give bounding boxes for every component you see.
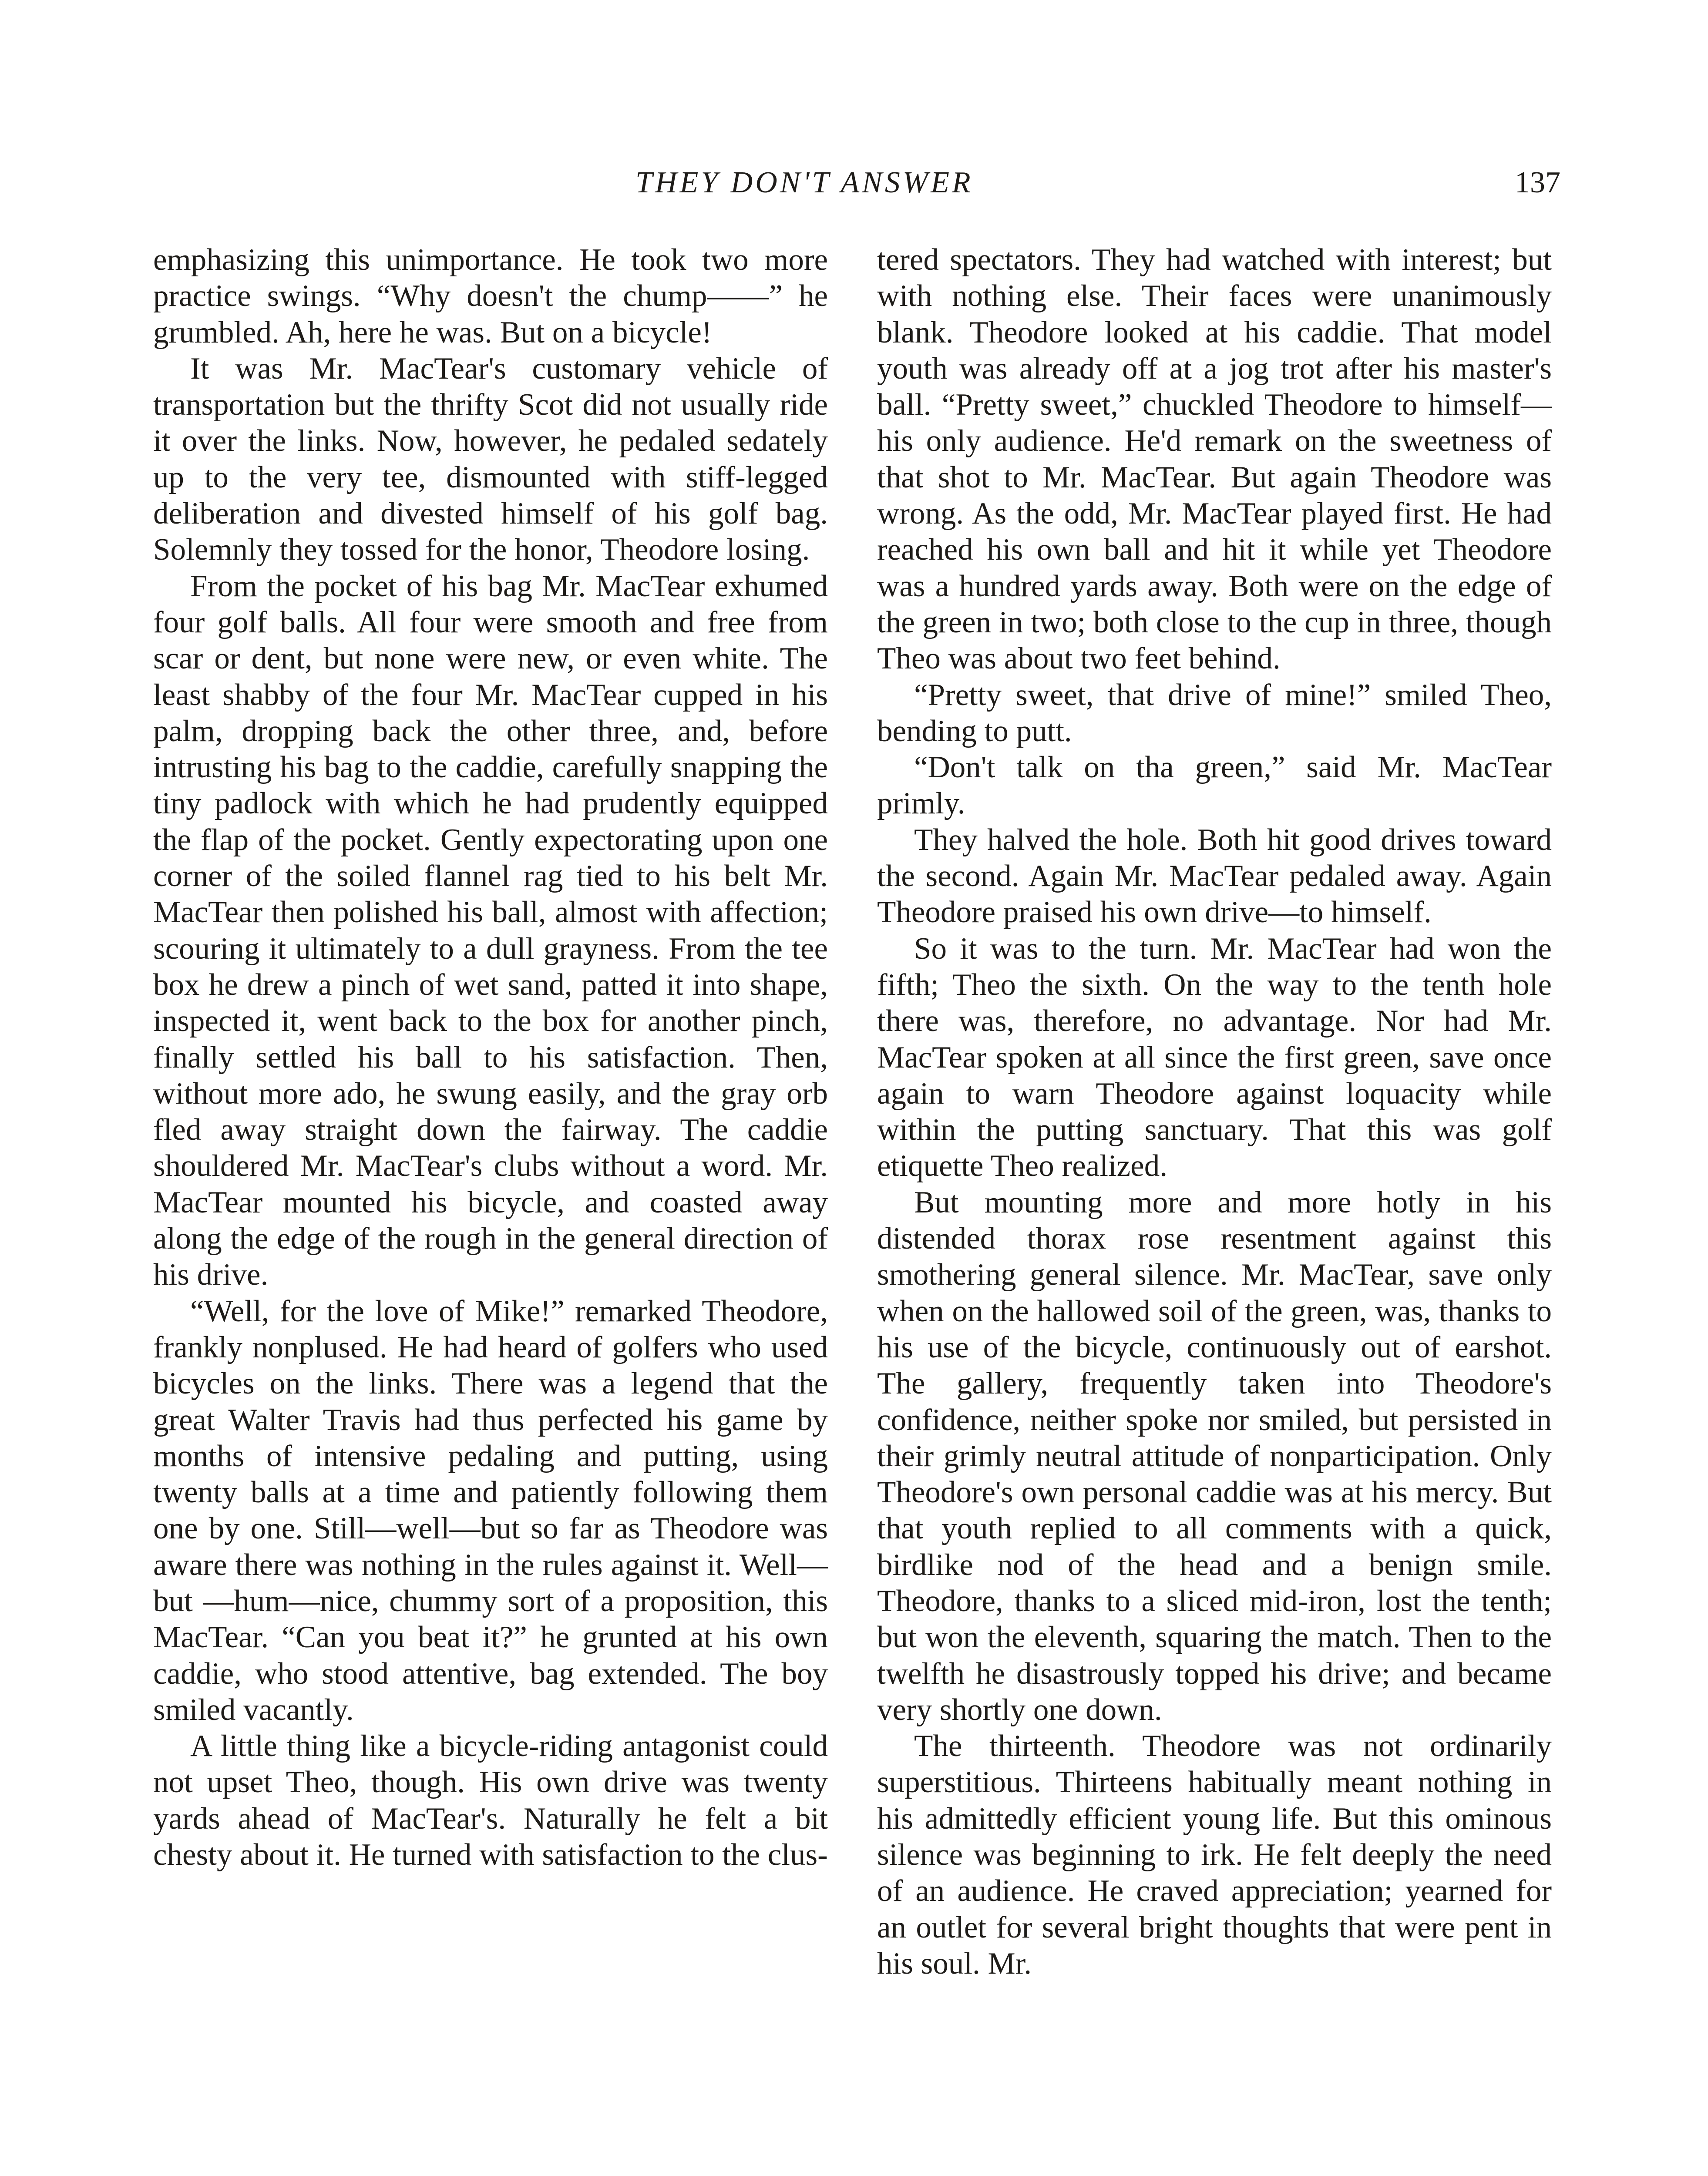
paragraph: “Don't talk on tha green,” said Mr. MacTear primly. <box>877 750 1552 821</box>
page-number: 137 <box>1515 166 1560 199</box>
right-column <box>877 242 1552 1982</box>
paragraph: emphasizing this unimportance. He took two more practice swings. “Why doesn't the chump——” he grumbled. Ah, here he was. But on a bicycle! <box>153 243 828 349</box>
paragraph: A little thing like a bicycle-riding antagonist could not upset Theo, though. His own drive was twenty yards ahead of MacTear's. Naturally he felt a bit chesty about it. He turned with satisfaction to the clus- <box>153 1729 828 1872</box>
paragraph: “Well, for the love of Mike!” remarked Theodore, frankly nonplused. He had heard of golfers who used bicycles on the links. There was a legend that the great Walter Travis had thus perfected his game by months of intensive pedaling and putting, using twenty balls at a time and patiently following them one by one. Still—well—but so far as Theodore was aware there was nothing in the rules against it. Well—but —hum—nice, chummy sort of a proposition, this MacTear. “Can you beat it?” he grunted at his own caddie, who stood attentive, bag extended. The boy smiled vacantly. <box>153 1294 828 1727</box>
paragraph: But mounting more and more hotly in his distended thorax rose resentment against this smothering general silence. Mr. MacTear, save only when on the hallowed soil of the green, was, thanks to his use of the bicycle, continuously out of earshot. The gallery, frequently taken into Theodore's confidence, neither spoke nor smiled, but persisted in their grimly neutral attitude of nonparticipation. Only Theodore's own personal caddie was at his mercy. But that youth replied to all comments with a quick, birdlike nod of the head and a benign smile. Theodore, thanks to a sliced mid-iron, lost the tenth; but won the eleventh, squaring the match. Then to the twelfth he disastrously topped his drive; and became very shortly one down. <box>877 1185 1552 1727</box>
paragraph: It was Mr. MacTear's customary vehicle of transportation but the thrifty Scot did not usually ride it over the links. Now, however, he pedaled sedately up to the very tee, dismounted with stiff-legged deliberation and divested himself of his golf bag. Solemnly they tossed for the honor, Theodore losing. <box>153 351 828 567</box>
paragraph: “Pretty sweet, that drive of mine!” smiled Theo, bending to putt. <box>877 678 1552 748</box>
running-head <box>0 163 1708 202</box>
left-column <box>153 242 828 1873</box>
paragraph: From the pocket of his bag Mr. MacTear exhumed four golf balls. All four were smooth and free from scar or dent, but none were new, or even white. The least shabby of the four Mr. MacTear cupped in his palm, dropping back the other three, and, before intrusting his bag to the caddie, carefully snapping the tiny padlock with which he had prudently equipped the flap of the pocket. Gently expectorating upon one corner of the soiled flannel rag tied to his belt Mr. MacTear then polished his ball, almost with affection; scouring it ultimately to a dull grayness. From the tee box he drew a pinch of wet sand, patted it into shape, inspected it, went back to the box for another pinch, finally settled his ball to his satisfaction. Then, without more ado, he swung easily, and the gray orb fled away straight down the fairway. The caddie shouldered Mr. MacTear's clubs without a word. Mr. MacTear mounted his bicycle, and coasted away along the edge of the rough in the general direction of his drive. <box>153 569 828 1292</box>
paragraph: So it was to the turn. Mr. MacTear had won the fifth; Theo the sixth. On the way to the tenth hole there was, therefore, no advantage. Nor had Mr. MacTear spoken at all since the first green, save once again to warn Theodore against loquacity while within the putting sanctuary. That this was golf etiquette Theo realized. <box>877 931 1552 1183</box>
paragraph: tered spectators. They had watched with interest; but with nothing else. Their faces were unanimously blank. Theodore looked at his caddie. That model youth was already off at a jog trot after his master's ball. “Pretty sweet,” chuckled Theodore to himself—his only audience. He'd remark on the sweetness of that shot to Mr. MacTear. But again Theodore was wrong. As the odd, Mr. MacTear played first. He had reached his own ball and hit it while yet Theodore was a hundred yards away. Both were on the edge of the green in two; both close to the cup in three, though Theo was about two feet behind. <box>877 243 1552 676</box>
paragraph: The thirteenth. Theodore was not ordinarily superstitious. Thirteens habitually meant nothing in his admittedly efficient young life. But this ominous silence was beginning to irk. He felt deeply the need of an audience. He craved appreciation; yearned for an outlet for several bright thoughts that were pent in his soul. Mr. <box>877 1729 1552 1981</box>
running-title: THEY DON'T ANSWER <box>635 166 973 199</box>
paragraph: They halved the hole. Both hit good drives toward the second. Again Mr. MacTear pedaled away. Again Theodore praised his own drive—to himself. <box>877 823 1552 930</box>
